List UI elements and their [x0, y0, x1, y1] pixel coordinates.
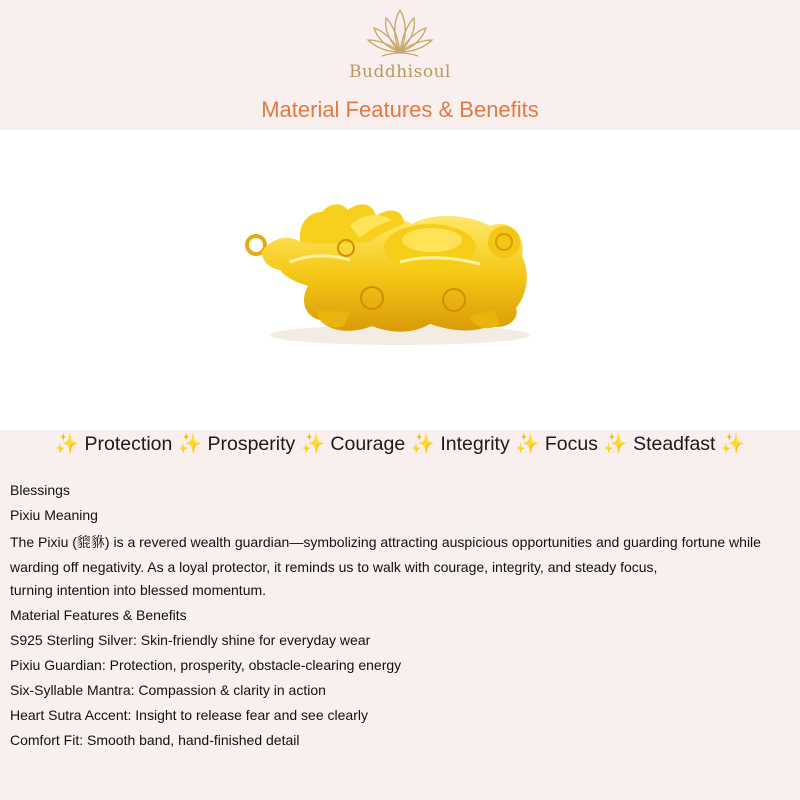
- pixiu-meaning-paragraph-end: turning intention into blessed momentum.: [10, 582, 267, 598]
- product-photo: [0, 130, 800, 430]
- virtue-focus: Focus: [544, 433, 598, 455]
- pixiu-meaning-heading: Pixiu Meaning: [10, 507, 98, 523]
- feature-item: Six-Syllable Mantra: Compassion & clarity in action: [10, 682, 326, 698]
- lotus-icon: [360, 2, 440, 60]
- virtue-prosperity: Prosperity: [207, 433, 296, 455]
- header: [0, 0, 800, 130]
- feature-item: Pixiu Guardian: Protection, prosperity, obstacle-clearing energy: [10, 657, 402, 673]
- brand-name: Buddhisoul: [349, 62, 451, 82]
- pixiu-charm-image: [0, 130, 800, 430]
- feature-item: Heart Sutra Accent: Insight to release fear and see clearly: [10, 707, 368, 723]
- pixiu-meaning-paragraph: The Pixiu (貔貅) is a revered wealth guardian—symbolizing attracting auspicious opportunities and guarding fortune while warding off negativity. As a loyal protector, it reminds us to walk with courage, integrity, and steady focus,: [10, 534, 761, 575]
- virtue-courage: Courage: [330, 433, 406, 455]
- virtues-tagline: [0, 432, 800, 456]
- sparkle-icon: ✨: [515, 433, 540, 455]
- product-description: [10, 480, 795, 755]
- sparkle-icon: ✨: [177, 433, 203, 455]
- sparkle-icon: ✨: [410, 433, 435, 455]
- sparkle-icon: ✨: [720, 433, 746, 455]
- virtue-integrity: Integrity: [440, 433, 510, 455]
- blessings-heading: Blessings: [10, 482, 70, 498]
- sparkle-icon: ✨: [603, 433, 628, 455]
- features-heading: Material Features & Benefits: [10, 607, 187, 623]
- virtue-protection: Protection: [84, 433, 173, 455]
- page-title: Material Features & Benefits: [261, 97, 539, 122]
- sparkle-icon: ✨: [300, 433, 325, 455]
- virtue-steadfast: Steadfast: [633, 433, 716, 455]
- feature-item: S925 Sterling Silver: Skin-friendly shine for everyday wear: [10, 632, 371, 648]
- sparkle-icon: ✨: [54, 433, 80, 455]
- feature-item: Comfort Fit: Smooth band, hand-finished detail: [10, 732, 300, 748]
